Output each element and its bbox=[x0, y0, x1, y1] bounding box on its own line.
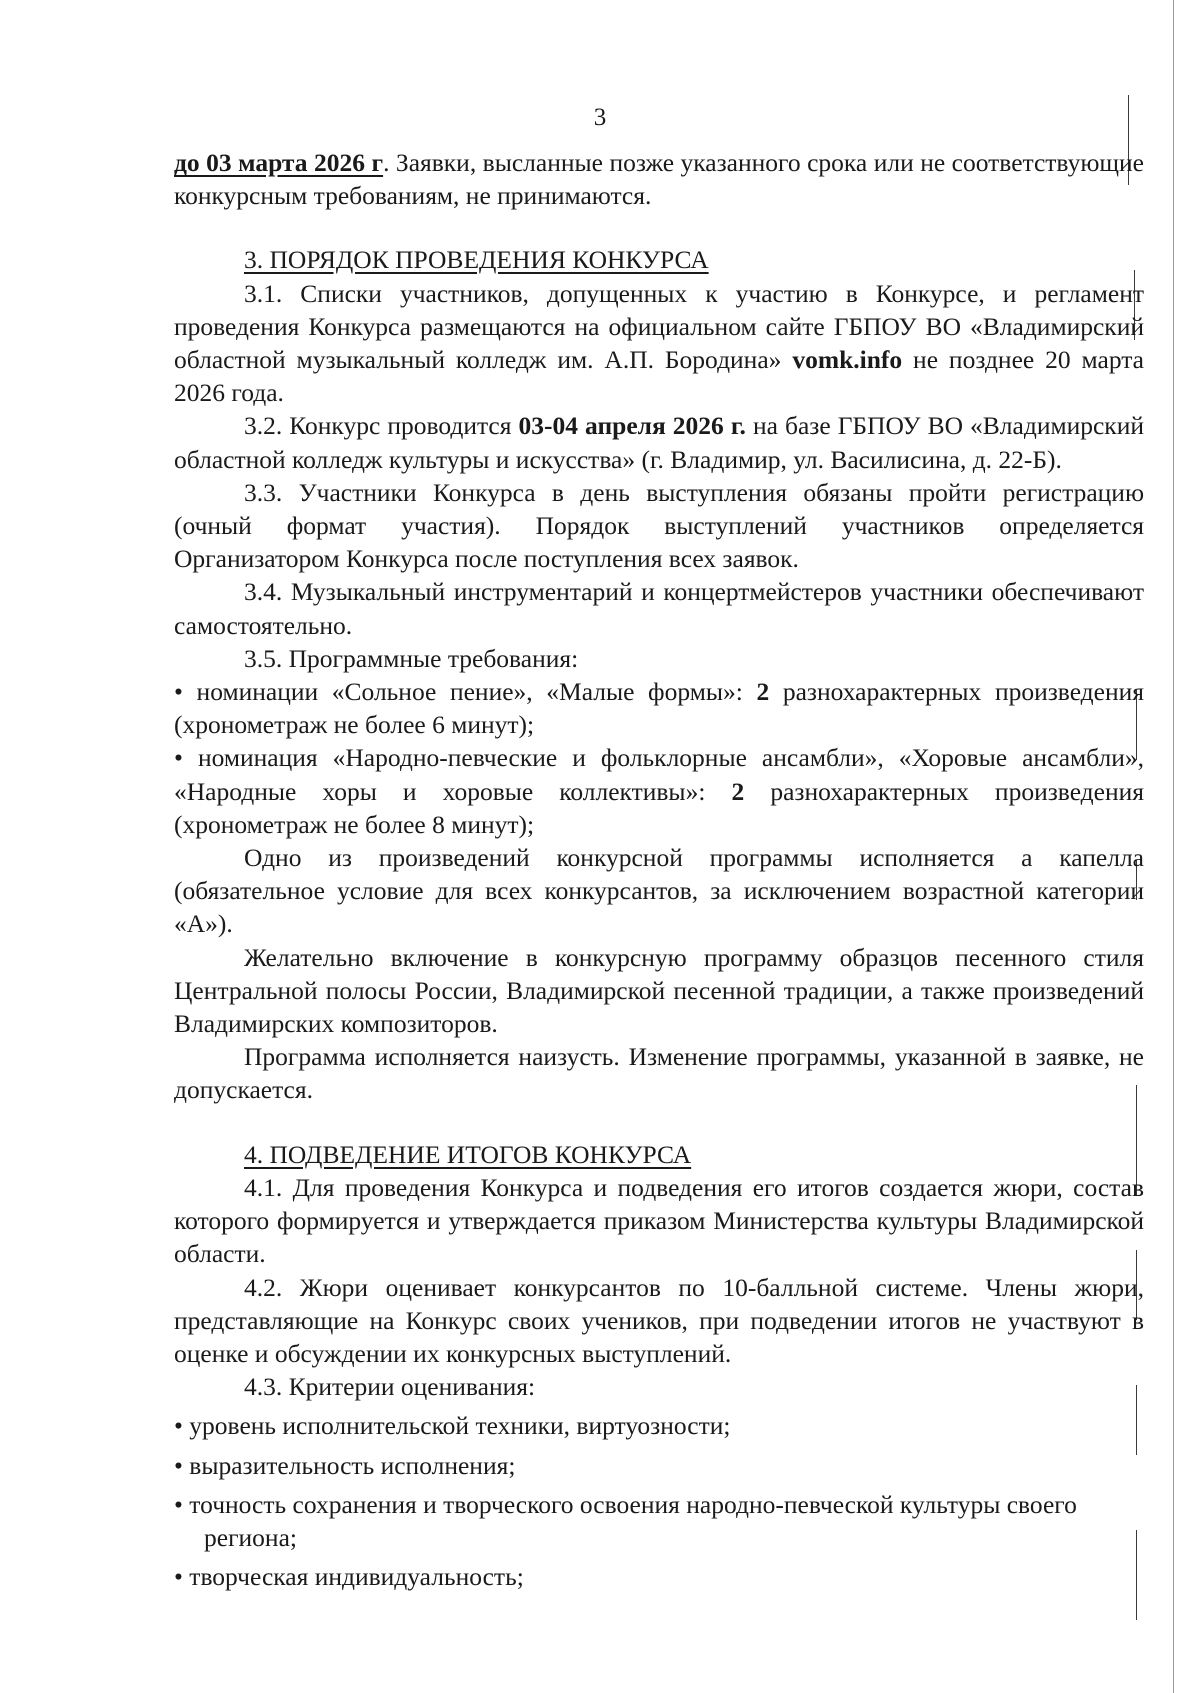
paragraph-3-1 bbox=[174, 277, 1144, 410]
paragraph-3-3: 3.3. Участники Конкурса в день выступления обязаны пройти регистрацию (очный формат участия). Порядок выступлений участников определяется Организатором Конкурса после поступления всех заявок. bbox=[174, 477, 1144, 574]
paragraph-acapella: Одно из произведений конкурсной программы исполняется а капелла (обязательное условие для всех конкурсантов, за исключением возрастной категории «А»). bbox=[174, 843, 1144, 939]
paragraph-3-4: 3.4. Музыкальный инструментарий и концертмейстеров участники обеспечивают самостоятельно. bbox=[174, 577, 1144, 640]
criteria-item: • творческая индивидуальность; bbox=[174, 1562, 524, 1592]
paragraph-memory: Программа исполняется наизусть. Изменение программы, указанной в заявке, не допускается. bbox=[174, 1042, 1144, 1105]
criteria-item: • выразительность исполнения; bbox=[174, 1450, 516, 1480]
document-body bbox=[174, 146, 1144, 1593]
paragraph-3-2-pre: 3.2. Конкурс проводится bbox=[244, 411, 519, 441]
paragraph-desirable: Желательно включение в конкурсную программу образцов песенного стиля Центральной полосы России, Владимирской песенной традиции, а также произведений Владимирских композиторов. bbox=[174, 942, 1144, 1039]
intro-paragraph bbox=[174, 146, 1144, 212]
bullet-text: • номинация «Народно-певческие и фольклорные ансамбли», «Хоровые ансамбли», «Народные хоры и хоровые коллективы»: bbox=[174, 743, 1144, 806]
criteria-item: • уровень исполнительской техники, виртуозности; bbox=[174, 1411, 731, 1441]
program-bullet-1 bbox=[174, 675, 1144, 741]
spacer bbox=[174, 1107, 1144, 1138]
bullet-text: разнохарактерных произведения (хронометраж не более 6 минут); bbox=[174, 677, 1144, 740]
intro-text: . Заявки, высланные позже указанного срока или не соответствующие конкурсным требованиям, не принимаются. bbox=[174, 148, 1145, 211]
deadline-date: до 03 марта 2026 г bbox=[174, 148, 384, 177]
criteria-item: • точность сохранения и творческого освоения народно-певческой культуры своего региона; bbox=[174, 1489, 1077, 1552]
program-bullet-2 bbox=[174, 741, 1144, 841]
section-4-heading: 4. ПОДВЕДЕНИЕ ИТОГОВ КОНКУРСА bbox=[244, 1139, 692, 1169]
bullet-text: • номинации «Сольное пение», «Малые формы»: bbox=[174, 677, 757, 707]
scan-edge-line bbox=[1173, 0, 1174, 1693]
website-link: vomk.info bbox=[792, 345, 903, 375]
paragraph-4-2: 4.2. Жюри оценивает конкурсантов по 10-балльной системе. Члены жюри, представляющие на Конкурс своих учеников, при подведении итогов не участвуют в оценке и обсуждении их конкурсных выступлений. bbox=[174, 1272, 1144, 1368]
page-number: 3 bbox=[593, 104, 607, 131]
section-3-heading: 3. ПОРЯДОК ПРОВЕДЕНИЯ КОНКУРСА bbox=[244, 245, 709, 275]
paragraph-3-2-post: на базе ГБПОУ ВО «Владимирский областной колледж культуры и искусства» (г. Владимир, ул. Василисина, д. 22-Б). bbox=[174, 411, 1144, 474]
contest-date: 03-04 апреля 2026 г. bbox=[518, 411, 746, 441]
paragraph-3-1-text: 3.1. Списки участников, допущенных к участию в Конкурсе, и регламент проведения Конкурса размещаются на официальном сайте ГБПОУ ВО «Владимирский областной музыкальный колледж им. А.П. Бородина» bbox=[174, 278, 1144, 375]
bullet-text: разнохарактерных произведения (хронометраж не более 8 минут); bbox=[174, 776, 1144, 839]
spacer bbox=[174, 212, 1144, 243]
paragraph-3-2 bbox=[174, 409, 1144, 475]
works-count: 2 bbox=[756, 677, 770, 707]
paragraph-3-5: 3.5. Программные требования: bbox=[244, 643, 579, 673]
paragraph-3-1-tail: не позднее 20 марта 2026 года. bbox=[174, 345, 1145, 408]
paragraph-4-3: 4.3. Критерии оценивания: bbox=[244, 1372, 536, 1402]
paragraph-4-1: 4.1. Для проведения Конкурса и подведения его итогов создается жюри, состав которого формируется и утверждается приказом Министерства культуры Владимирской области. bbox=[174, 1172, 1144, 1269]
works-count: 2 bbox=[731, 776, 745, 806]
